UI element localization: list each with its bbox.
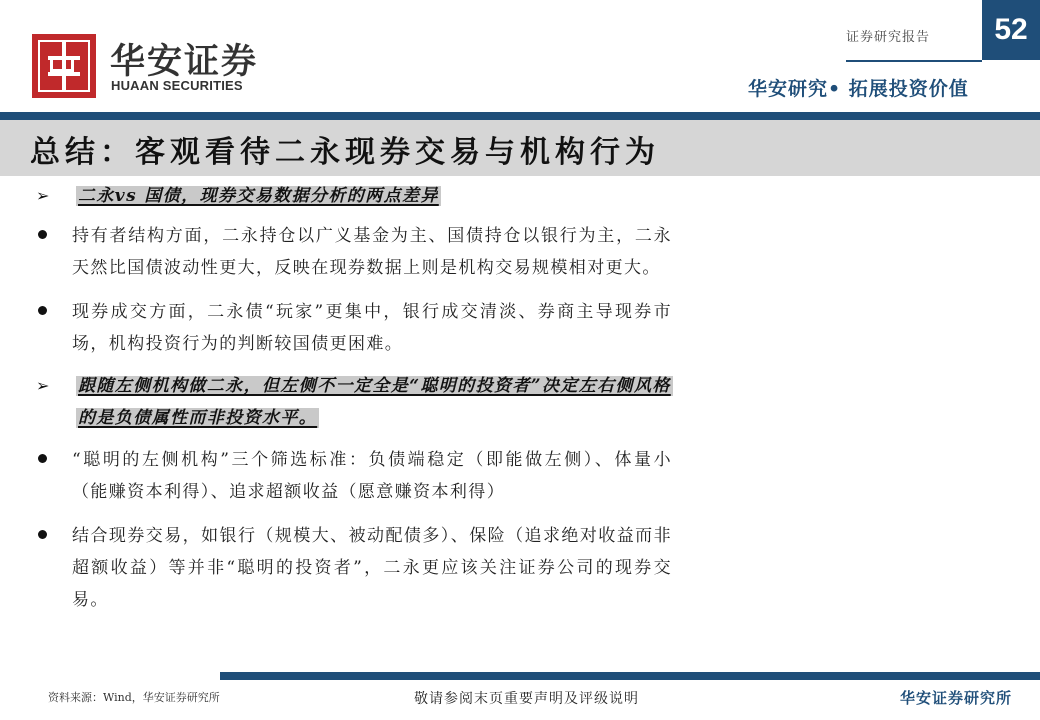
page-title: 总结：客观看待二永现券交易与机构行为 (30, 135, 660, 170)
brand-logo (32, 34, 96, 98)
list-item-text: 现券成交方面，二永债“玩家”更集中，银行成交清淡、券商主导现券市场，机构投资行为的判断较国债更困难。 (72, 302, 672, 354)
page-number: 52 (982, 0, 1040, 60)
bullet-dot-icon (32, 220, 72, 252)
list-item-text: “聪明的左侧机构”三个筛选标准：负债端稳定（即能做左侧）、体量小（能赚资本利得）、追求超额收益（愿意赚资本利得） (72, 450, 672, 502)
section-heading (32, 180, 672, 212)
bullet-dot-icon (32, 296, 72, 328)
source-note: 资料来源：Wind，华安证券研究所 (48, 691, 220, 704)
footer-brand: 华安证券研究所 (900, 689, 1013, 707)
report-type-label: 证券研究报告 (846, 30, 931, 45)
list-item (32, 220, 672, 284)
list-item (32, 444, 672, 508)
bullet-dot-icon (32, 520, 72, 552)
brand-name-en: HUAAN SECURITIES (111, 78, 243, 93)
logo-stroke-box (50, 60, 74, 72)
list-item (32, 520, 672, 616)
list-item-text: 持有者结构方面，二永持仓以广义基金为主、国债持仓以银行为主，二永天然比国债波动性更大，反映在现券数据上则是机构交易规模相对更大。 (72, 226, 672, 278)
header-rule (846, 60, 982, 62)
slogan: 华安研究• 拓展投资价值 (748, 78, 969, 100)
summary-content (32, 180, 672, 616)
list-item-text: 结合现券交易，如银行（规模大、被动配债多）、保险（追求绝对收益而非超额收益）等并非“聪明的投资者”，二永更应该关注证券公司的现券交易。 (72, 526, 672, 610)
header-divider-bar (0, 112, 1040, 120)
list-item (32, 296, 672, 360)
section-heading-text: 跟随左侧机构做二永，但左侧不一定全是“聪明的投资者”决定左右侧风格的是负债属性而非投资水平。 (78, 376, 671, 428)
logo-stroke-bottom (48, 72, 80, 76)
footer-divider-bar (220, 672, 1040, 680)
arrow-bullet-icon: ➢ (36, 376, 50, 395)
section-heading (32, 370, 672, 434)
arrow-bullet-icon: ➢ (36, 186, 50, 205)
section-heading-text: 二永vs 国债，现券交易数据分析的两点差异 (78, 186, 439, 206)
disclaimer-text: 敬请参阅末页重要声明及评级说明 (414, 691, 639, 707)
bullet-dot-icon (32, 444, 72, 476)
brand-name-cn: 华安证券 (110, 41, 259, 82)
